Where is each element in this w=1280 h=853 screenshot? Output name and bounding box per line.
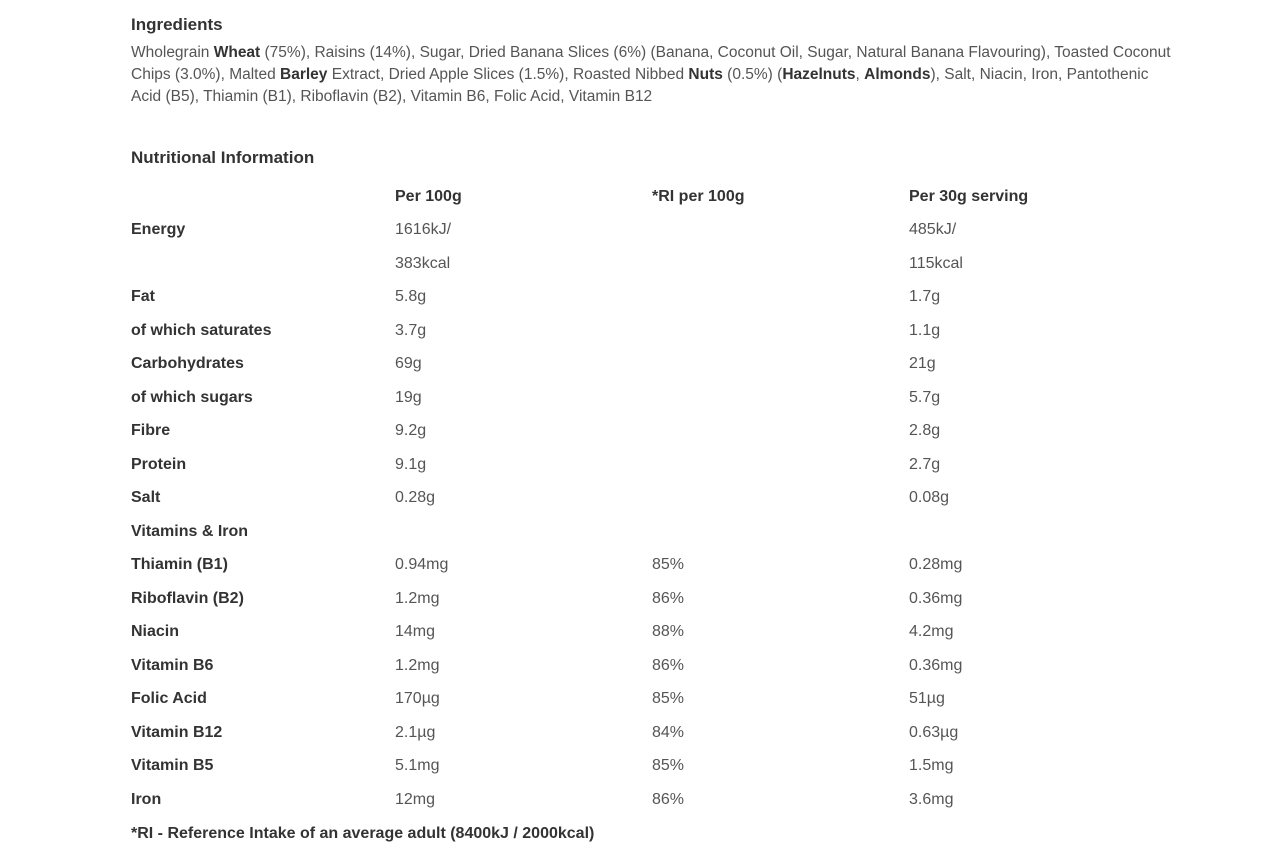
value-per-100g: 2.1µg xyxy=(395,723,436,741)
allergen-almonds: Almonds xyxy=(864,66,931,83)
value-per-serving: 0.63µg xyxy=(909,723,959,741)
nutrition-table-body xyxy=(131,214,1169,817)
value-per-100g: 3.7g xyxy=(395,321,427,339)
value-ri-per-100g xyxy=(652,281,909,315)
table-row xyxy=(131,616,1169,650)
column-header-per-100g: Per 100g xyxy=(395,187,462,205)
nutrient-label: Fibre xyxy=(131,422,171,440)
table-row xyxy=(131,482,1169,516)
value-per-100g: 383kcal xyxy=(395,254,451,272)
ingredients-segment: ), Salt, Niacin, Iron, Pantothenic Acid (B5), Thiamin (B1), Riboflavin (B2), Vitamin B6, Folic Acid, Vitamin B12 xyxy=(131,66,1149,105)
nutrient-label: Riboflavin (B2) xyxy=(131,589,244,607)
value-per-100g: 170µg xyxy=(395,690,440,708)
value-per-serving: 0.08g xyxy=(909,489,950,507)
value-per-serving: 485kJ/ xyxy=(909,221,957,239)
allergen-hazelnuts: Hazelnuts xyxy=(782,66,856,83)
nutrient-label: Vitamin B5 xyxy=(131,757,214,775)
ri-footnote: *RI - Reference Intake of an average adult (8400kJ / 2000kcal) xyxy=(131,824,595,842)
nutrient-label: Vitamin B6 xyxy=(131,656,214,674)
table-row xyxy=(131,448,1169,482)
product-info-panel xyxy=(131,14,1211,845)
allergen-wheat: Wheat xyxy=(213,44,261,61)
value-per-serving: 1.5mg xyxy=(909,757,954,775)
column-header-per-serving: Per 30g serving xyxy=(909,187,1029,205)
value-per-100g: 69g xyxy=(395,355,422,373)
value-per-100g: 1616kJ/ xyxy=(395,221,452,239)
table-row xyxy=(131,582,1169,616)
nutrition-heading: Nutritional Information xyxy=(131,148,315,167)
value-per-serving xyxy=(909,515,1169,549)
value-per-100g: 9.2g xyxy=(395,422,427,440)
value-per-serving: 1.7g xyxy=(909,288,941,306)
column-header-nutrient xyxy=(131,180,395,214)
value-per-100g xyxy=(395,515,652,549)
value-per-serving: 0.36mg xyxy=(909,656,963,674)
value-per-100g: 19g xyxy=(395,388,422,406)
nutrient-label: Protein xyxy=(131,455,187,473)
value-ri-per-100g: 88% xyxy=(652,623,685,641)
value-per-100g: 0.94mg xyxy=(395,556,449,574)
nutrient-label: Folic Acid xyxy=(131,690,207,708)
table-row xyxy=(131,314,1169,348)
value-ri-per-100g xyxy=(652,482,909,516)
nutrient-label: Iron xyxy=(131,790,162,808)
nutrient-label: Vitamins & Iron xyxy=(131,522,249,540)
value-per-100g: 12mg xyxy=(395,790,436,808)
ingredients-segment: (0.5%) ( xyxy=(722,66,783,83)
table-row xyxy=(131,716,1169,750)
value-per-serving: 3.6mg xyxy=(909,790,954,808)
nutrient-label: Energy xyxy=(131,221,186,239)
nutrient-label: of which saturates xyxy=(131,321,272,339)
value-per-100g: 0.28g xyxy=(395,489,436,507)
value-ri-per-100g: 86% xyxy=(652,790,685,808)
value-ri-per-100g: 85% xyxy=(652,690,685,708)
nutrient-label: Carbohydrates xyxy=(131,355,244,373)
nutrient-label xyxy=(131,247,395,281)
table-row xyxy=(131,783,1169,817)
value-ri-per-100g: 86% xyxy=(652,589,685,607)
table-row xyxy=(131,348,1169,382)
allergen-nuts: Nuts xyxy=(688,66,723,83)
table-row xyxy=(131,281,1169,315)
table-row xyxy=(131,247,1169,281)
table-row xyxy=(131,649,1169,683)
table-row xyxy=(131,750,1169,784)
nutrient-label: of which sugars xyxy=(131,388,253,406)
value-per-serving: 5.7g xyxy=(909,388,941,406)
value-per-100g: 9.1g xyxy=(395,455,427,473)
ingredients-segment: , xyxy=(855,66,865,83)
ingredients-text xyxy=(131,42,1181,108)
value-ri-per-100g xyxy=(652,448,909,482)
nutrient-label: Fat xyxy=(131,288,155,306)
table-row xyxy=(131,214,1169,248)
value-per-100g: 1.2mg xyxy=(395,589,440,607)
nutrient-label: Vitamin B12 xyxy=(131,723,223,741)
value-per-serving: 4.2mg xyxy=(909,623,954,641)
nutrient-label: Salt xyxy=(131,489,161,507)
value-ri-per-100g: 85% xyxy=(652,556,685,574)
table-row xyxy=(131,381,1169,415)
value-per-serving: 51µg xyxy=(909,690,945,708)
value-per-serving: 0.36mg xyxy=(909,589,963,607)
value-per-100g: 5.8g xyxy=(395,288,427,306)
value-ri-per-100g: 86% xyxy=(652,656,685,674)
nutrition-table-header xyxy=(131,180,1169,214)
table-row xyxy=(131,683,1169,717)
value-ri-per-100g: 84% xyxy=(652,723,685,741)
value-per-serving: 1.1g xyxy=(909,321,941,339)
nutrition-table xyxy=(131,180,1169,817)
value-ri-per-100g xyxy=(652,515,909,549)
value-ri-per-100g xyxy=(652,381,909,415)
value-per-serving: 21g xyxy=(909,355,936,373)
value-per-100g: 1.2mg xyxy=(395,656,440,674)
table-row xyxy=(131,515,1169,549)
column-header-ri-per-100g: *RI per 100g xyxy=(652,187,745,205)
value-ri-per-100g xyxy=(652,348,909,382)
value-per-100g: 5.1mg xyxy=(395,757,440,775)
value-ri-per-100g xyxy=(652,247,909,281)
ingredients-segment: Extract, Dried Apple Slices (1.5%), Roasted Nibbed xyxy=(327,66,689,83)
value-ri-per-100g: 85% xyxy=(652,757,685,775)
value-per-serving: 0.28mg xyxy=(909,556,963,574)
ingredients-segment: (75%), Raisins (14%), Sugar, Dried Banana Slices (6%) (Banana, Coconut Oil, Sugar, Natural Banana Flavouring), Toasted Coconut Chips (3.0%), Malted xyxy=(131,44,1171,83)
nutrient-label: Niacin xyxy=(131,623,180,641)
value-ri-per-100g xyxy=(652,214,909,248)
nutrient-label: Thiamin (B1) xyxy=(131,556,228,574)
value-per-serving: 2.8g xyxy=(909,422,941,440)
value-ri-per-100g xyxy=(652,314,909,348)
value-ri-per-100g xyxy=(652,415,909,449)
allergen-barley: Barley xyxy=(280,66,328,83)
table-row xyxy=(131,415,1169,449)
ingredients-segment: Wholegrain xyxy=(131,44,214,61)
table-row xyxy=(131,549,1169,583)
value-per-serving: 2.7g xyxy=(909,455,941,473)
value-per-serving: 115kcal xyxy=(909,254,963,272)
value-per-100g: 14mg xyxy=(395,623,436,641)
ingredients-heading: Ingredients xyxy=(131,15,223,34)
